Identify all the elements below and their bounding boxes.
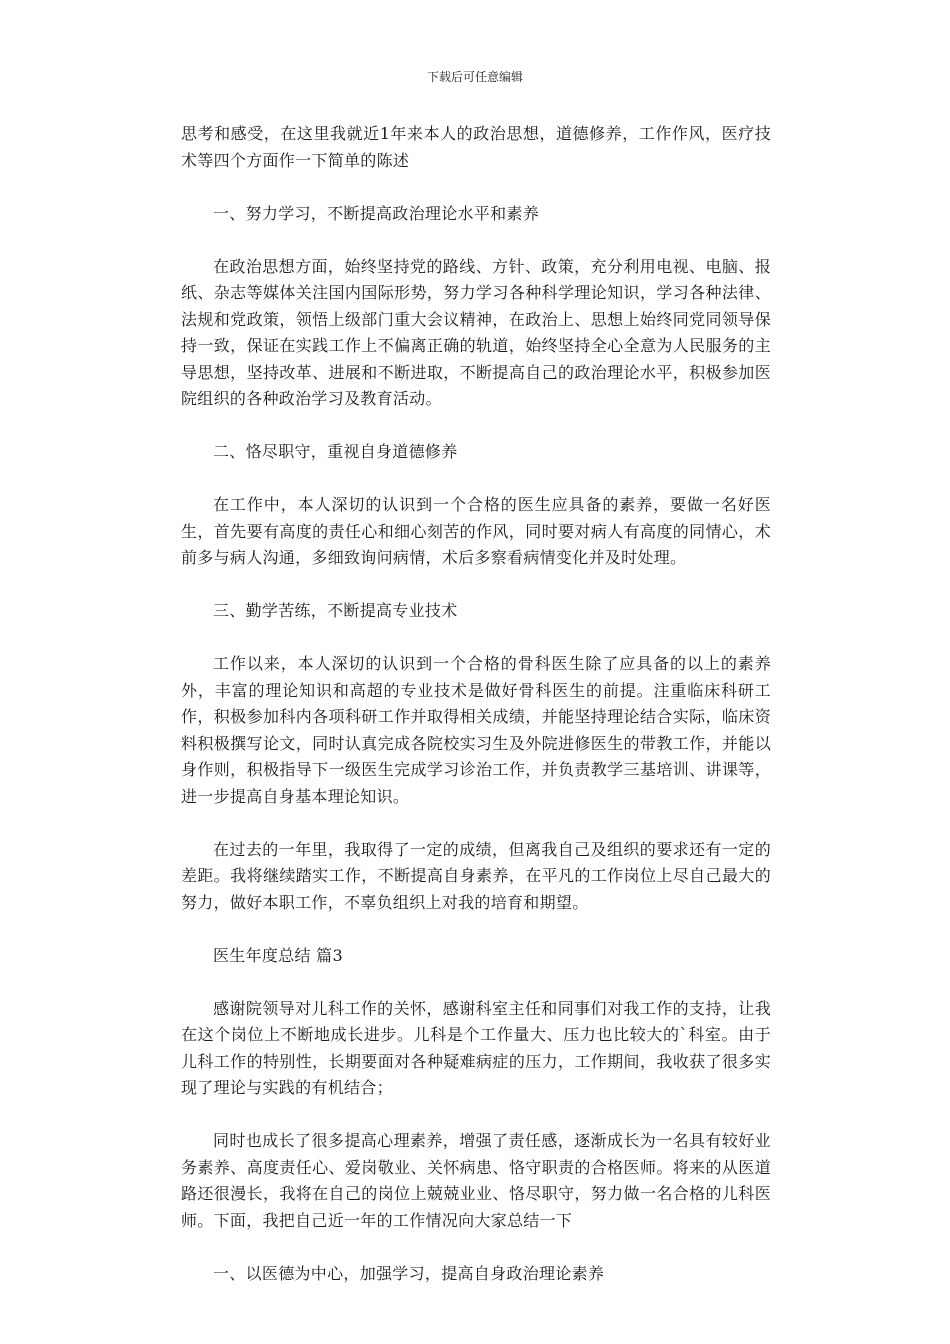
article-title: 医生年度总结 篇3: [213, 945, 343, 965]
section-heading-1: 一、努力学习，不断提高政治理论水平和素养: [213, 203, 540, 223]
body-paragraph: 在过去的一年里，我取得了一定的成绩，但离我自己及组织的要求还有一定的差距。我将继续踏实工作，不断提高自身素养，在平凡的工作岗位上尽自己最大的努力，做好本职工作，不辜负组织上对我的培育和期望。: [181, 839, 771, 912]
body-paragraph: 感谢院领导对儿科工作的关怀，感谢科室主任和同事们对我工作的支持，让我在这个岗位上不断地成长进步。儿科是个工作量大、压力也比较大的`科室。由于儿科工作的特别性，长期要面对各种疑难病症的压力，工作期间，我收获了很多实现了理论与实践的有机结合；: [181, 998, 771, 1097]
body-paragraph: 在政治思想方面，始终坚持党的路线、方针、政策，充分利用电视、电脑、报纸、杂志等媒体关注国内国际形势，努力学习各种科学理论知识，学习各种法律、法规和党政策，领悟上级部门重大会议精神，在政治上、思想上始终同党同领导保持一致，保证在实践工作上不偏离正确的轨道，始终坚持全心全意为人民服务的主导思想，坚持改革、进展和不断进取，不断提高自己的政治理论水平，积极参加医院组织的各种政治学习及教育活动。: [181, 256, 771, 408]
body-paragraph: 工作以来，本人深切的认识到一个合格的骨科医生除了应具备的以上的素养外，丰富的理论知识和高超的专业技术是做好骨科医生的前提。注重临床科研工作，积极参加科内各项科研工作并取得相关成绩，并能坚持理论结合实际，临床资料积极撰写论文，同时认真完成各院校实习生及外院进修医生的带教工作，并能以身作则，积极指导下一级医生完成学习诊治工作，并负责教学三基培训、讲课等，进一步提高自身基本理论知识。: [181, 654, 771, 806]
section-heading-4: 一、以医德为中心，加强学习，提高自身政治理论素养: [213, 1263, 605, 1283]
document-body: [181, 121, 771, 1287]
page-header-note: 下载后可任意编辑: [426, 70, 523, 84]
body-paragraph: 在工作中，本人深切的认识到一个合格的医生应具备的素养，要做一名好医生，首先要有高度的责任心和细心刻苦的作风，同时要对病人有高度的同情心，术前多与病人沟通，多细致询问病情，术后多察看病情变化并及时处理。: [181, 495, 771, 567]
section-heading-2: 二、恪尽职守，重视自身道德修养: [213, 442, 458, 461]
section-heading-3: 三、勤学苦练，不断提高专业技术: [213, 601, 458, 620]
intro-paragraph: 思考和感受，在这里我就近1年来本人的政治思想，道德修养，工作作风，医疗技术等四个方面作一下简单的陈述: [181, 124, 771, 170]
body-paragraph: 同时也成长了很多提高心理素养，增强了责任感，逐渐成长为一名具有较好业务素养、高度责任心、爱岗敬业、关怀病患、恪守职责的合格医师。将来的从医道路还很漫长，我将在自己的岗位上兢兢业业、恪尽职守，努力做一名合格的儿科医师。下面，我把自己近一年的工作情况向大家总结一下: [181, 1131, 771, 1230]
